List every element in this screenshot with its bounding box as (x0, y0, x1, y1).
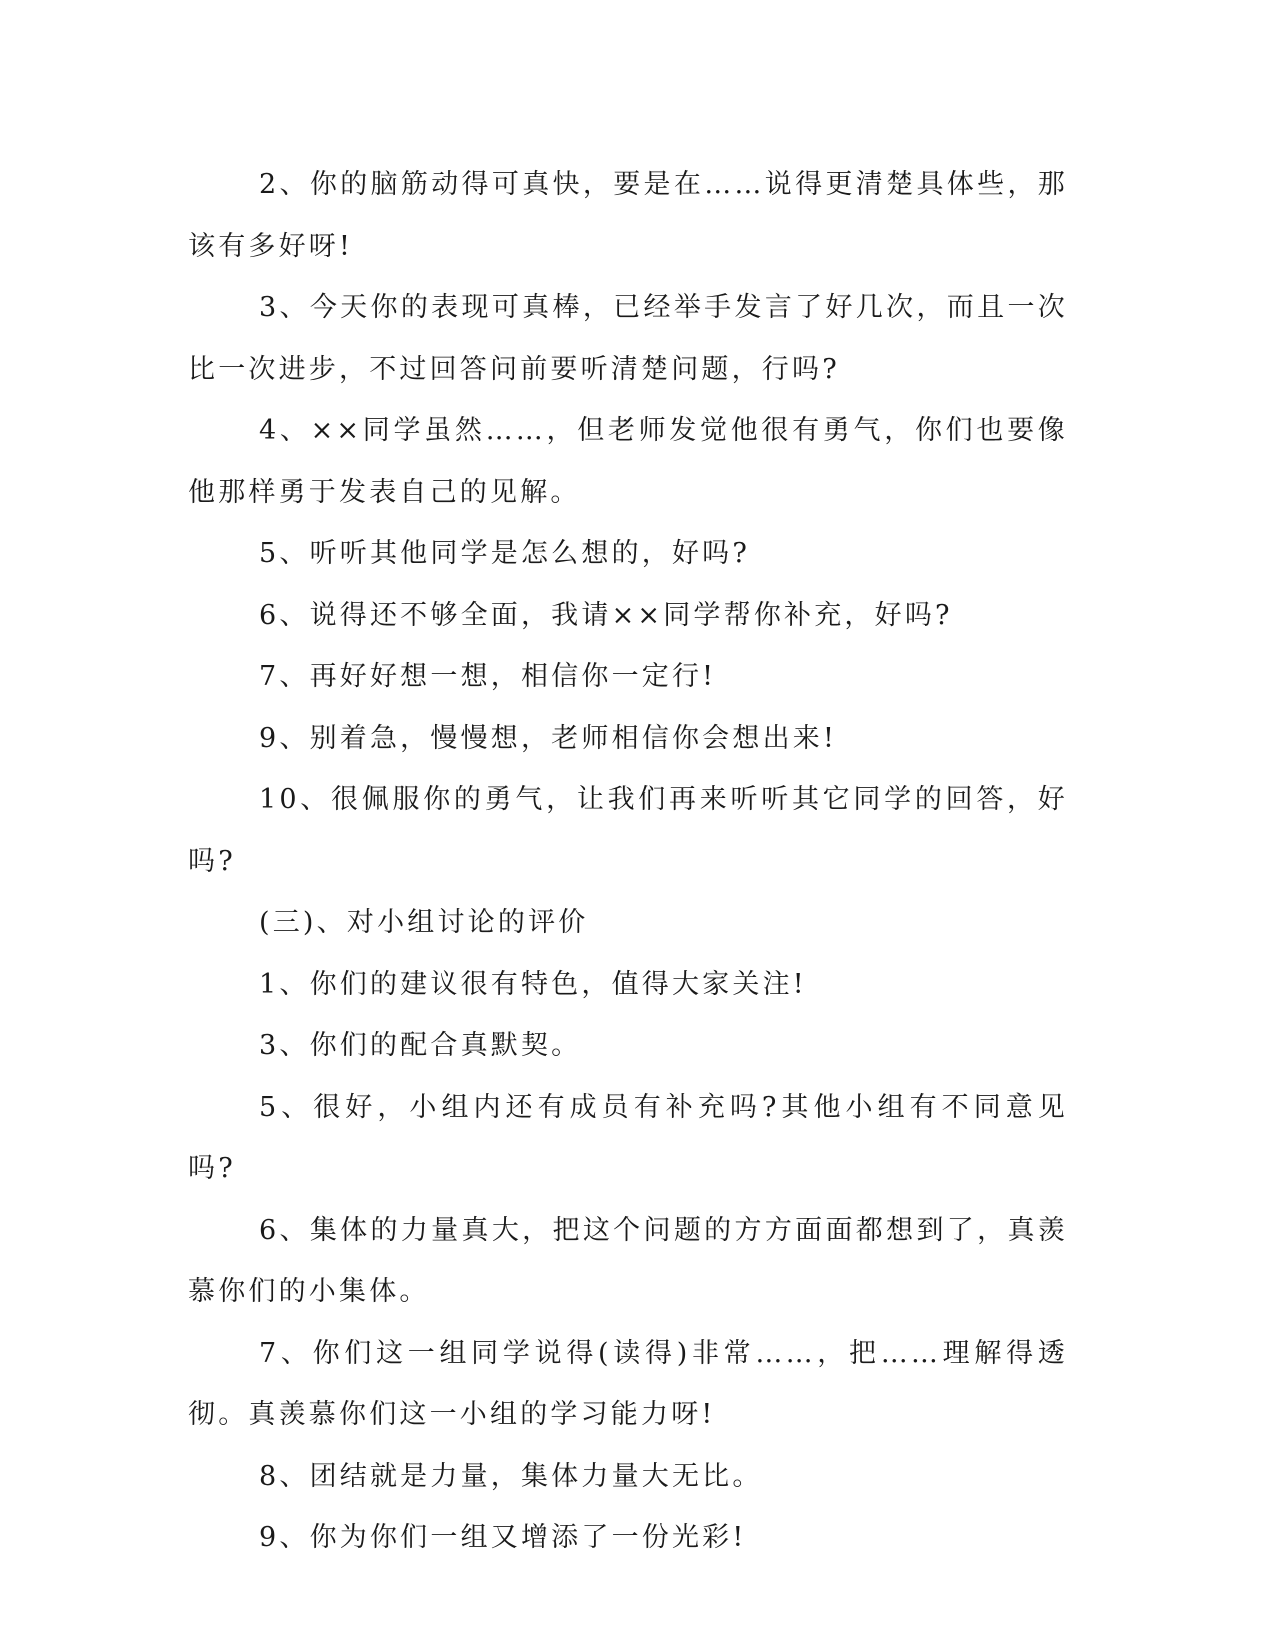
paragraph-7: 9、别着急，慢慢想，老师相信你会想出来! (259, 722, 838, 754)
document-body (188, 154, 1068, 1569)
paragraph-6: 7、再好好想一想，相信你一定行! (259, 661, 717, 692)
paragraph-3: 4、××同学虽然……，但老师发觉他很有勇气，你们也要像他那样勇于发表自己的见解。 (188, 415, 1068, 508)
paragraph-11: 5、很好，小组内还有成员有补充吗?其他小组有不同意见吗? (188, 1091, 1068, 1184)
paragraph-10: 3、你们的配合真默契。 (259, 1030, 582, 1061)
paragraph-12: 6、集体的力量真大，把这个问题的方方面面都想到了，真羡慕你们的小集体。 (188, 1214, 1068, 1307)
paragraph-2: 3、今天你的表现可真棒，已经举手发言了好几次，而且一次比一次进步，不过回答问前要听清楚问题，行吗? (188, 292, 1068, 385)
paragraph-13: 7、你们这一组同学说得(读得)非常……，把……理解得透彻。真羡慕你们这一小组的学习能力呀! (188, 1337, 1068, 1430)
section-heading: (三)、对小组讨论的评价 (259, 907, 589, 938)
paragraph-4: 5、听听其他同学是怎么想的，好吗? (259, 538, 751, 569)
paragraph-8: 10、很佩服你的勇气，让我们再来听听其它同学的回答，好吗? (188, 784, 1068, 877)
paragraph-1: 2、你的脑筋动得可真快，要是在……说得更清楚具体些，那该有多好呀! (188, 169, 1068, 262)
paragraph-9: 1、你们的建议很有特色，值得大家关注! (259, 968, 807, 1000)
paragraph-14: 8、团结就是力量，集体力量大无比。 (259, 1460, 763, 1492)
paragraph-5: 6、说得还不够全面，我请××同学帮你补充，好吗? (259, 599, 953, 631)
paragraph-15: 9、你为你们一组又增添了一份光彩! (259, 1522, 747, 1553)
